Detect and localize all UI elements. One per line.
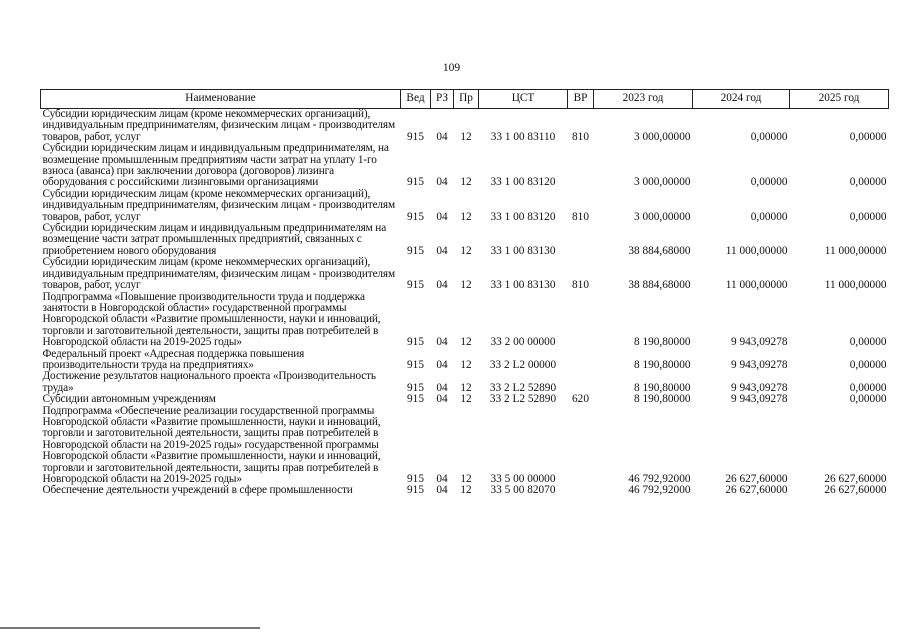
row-name: Субсидии автономным учреждениям bbox=[42, 393, 216, 406]
page-number: 109 bbox=[442, 62, 461, 74]
row-2025: 0,00000 bbox=[849, 176, 887, 189]
row-name: Субсидии юридическим лицам (кроме некоммерческих организаций), индивидуальным предпринимателям, физическим лицам - производителям товаров, работ, услуг bbox=[42, 187, 395, 223]
row-pr: 12 bbox=[460, 130, 472, 143]
row-cst: 33 1 00 83120 bbox=[490, 210, 556, 223]
header-pr: Пр bbox=[454, 90, 479, 109]
header-2025: 2025 год bbox=[790, 90, 889, 109]
row-ved: 915 bbox=[407, 381, 424, 394]
row-2025: 0,00000 bbox=[849, 381, 887, 394]
row-name: Субсидии юридическим лицам и индивидуальным предпринимателям, на возмещение промышленным предприятиям части затрат на уплату 1-го взноса (аванса) при заключении договора (договоров) лизинга оборудования с российскими лизинговыми организациями bbox=[42, 142, 389, 189]
row-pr: 12 bbox=[460, 358, 472, 371]
row-2024: 26 627,60000 bbox=[725, 484, 788, 497]
row-2023: 3 000,00000 bbox=[634, 176, 691, 189]
row-rz: 04 bbox=[436, 336, 448, 349]
row-2024: 11 000,00000 bbox=[725, 279, 788, 292]
row-pr: 12 bbox=[460, 381, 472, 394]
table-row bbox=[41, 371, 889, 394]
row-vr bbox=[568, 371, 594, 394]
row-name: Подпрограмма «Повышение производительности труда и поддержка занятости в Новгородской области» государственной программы Новгородской области «Развитие промышленности, науки и инноваций, торговли и заготовительной деятельности, защиты прав потребителей в Новгородской области на 2019-2025 годы» bbox=[42, 290, 381, 349]
row-pr: 12 bbox=[460, 244, 472, 257]
row-pr: 12 bbox=[460, 279, 472, 292]
row-2024: 0,00000 bbox=[750, 130, 788, 143]
row-rz: 04 bbox=[436, 130, 448, 143]
row-2025: 0,00000 bbox=[849, 358, 887, 371]
row-vr bbox=[568, 292, 594, 349]
header-2023: 2023 год bbox=[594, 90, 693, 109]
row-pr: 12 bbox=[460, 336, 472, 349]
row-name: Субсидии юридическим лицам и индивидуальным предпринимателям на возмещение части затрат промышленных предприятий, связанных с приобретением нового оборудования bbox=[42, 222, 387, 257]
row-cst: 33 1 00 83120 bbox=[490, 176, 556, 189]
row-2025: 11 000,00000 bbox=[824, 279, 887, 292]
row-pr: 12 bbox=[460, 210, 472, 223]
table-row bbox=[41, 485, 889, 496]
row-2024: 26 627,60000 bbox=[725, 473, 788, 485]
table-header-row bbox=[41, 90, 889, 109]
row-ved: 915 bbox=[407, 393, 424, 406]
row-2023: 8 190,80000 bbox=[634, 358, 691, 371]
row-rz: 04 bbox=[436, 244, 448, 257]
row-2023: 8 190,80000 bbox=[634, 336, 691, 349]
table-row bbox=[41, 292, 889, 349]
row-name: Подпрограмма «Обеспечение реализации государственной программы Новгородской области «Развитие промышленности, науки и инноваций, торговли и заготовительной деятельности, защиты прав потребителей в Новгородской области на 2019-2025 годы» государственной программы Новгородской области «Развитие промышленности, науки и инноваций, торговли и заготовительной деятельности, защиты прав потребителей в Новгородской области на 2019-2025 годы» bbox=[42, 404, 381, 485]
row-vr bbox=[568, 223, 594, 257]
row-cst: 33 5 00 00000 bbox=[490, 473, 556, 485]
row-2024: 9 943,09278 bbox=[731, 381, 788, 394]
table-row bbox=[41, 349, 889, 372]
row-2024: 9 943,09278 bbox=[731, 358, 788, 371]
row-name: Федеральный проект «Адресная поддержка повышения производительности труда на предприятиях» bbox=[42, 347, 305, 371]
row-rz: 04 bbox=[436, 358, 448, 371]
row-rz: 04 bbox=[436, 473, 448, 485]
footer-divider bbox=[0, 627, 260, 629]
row-pr: 12 bbox=[460, 484, 472, 497]
row-pr: 12 bbox=[460, 176, 472, 189]
header-ved: Вед bbox=[401, 90, 431, 109]
row-ved: 915 bbox=[407, 358, 424, 371]
row-pr: 12 bbox=[460, 393, 472, 406]
row-2025: 26 627,60000 bbox=[824, 484, 887, 497]
header-rz: РЗ bbox=[431, 90, 454, 109]
row-2023: 38 884,68000 bbox=[628, 279, 691, 292]
row-vr: 620 bbox=[572, 393, 589, 406]
row-pr: 12 bbox=[460, 473, 472, 485]
row-2024: 0,00000 bbox=[750, 210, 788, 223]
row-2023: 38 884,68000 bbox=[628, 244, 691, 257]
row-vr: 810 bbox=[572, 279, 589, 292]
table-row bbox=[41, 189, 889, 223]
row-cst: 33 1 00 83130 bbox=[490, 279, 556, 292]
table-row bbox=[41, 257, 889, 291]
row-ved: 915 bbox=[407, 210, 424, 223]
row-name: Субсидии юридическим лицам (кроме некоммерческих организаций), индивидуальным предпринимателям, физическим лицам - производителям товаров, работ, услуг bbox=[42, 256, 395, 292]
row-ved: 915 bbox=[407, 176, 424, 189]
header-2024: 2024 год bbox=[693, 90, 790, 109]
row-2025: 0,00000 bbox=[849, 393, 887, 406]
header-vr: ВР bbox=[568, 90, 594, 109]
row-vr bbox=[568, 485, 594, 496]
row-vr bbox=[568, 406, 594, 486]
header-name: Наименование bbox=[41, 90, 401, 109]
row-cst: 33 5 00 82070 bbox=[490, 484, 556, 497]
row-2023: 46 792,92000 bbox=[628, 484, 691, 497]
row-cst: 33 2 L2 52890 bbox=[489, 381, 557, 394]
row-name: Обеспечение деятельности учреждений в сфере промышленности bbox=[42, 484, 353, 497]
row-2024: 11 000,00000 bbox=[725, 244, 788, 257]
row-vr: 810 bbox=[572, 210, 589, 223]
row-rz: 04 bbox=[436, 279, 448, 292]
row-ved: 915 bbox=[407, 279, 424, 292]
row-name: Достижение результатов национального проекта «Производительность труда» bbox=[42, 370, 376, 394]
row-rz: 04 bbox=[436, 393, 448, 406]
row-rz: 04 bbox=[436, 210, 448, 223]
row-cst: 33 1 00 83130 bbox=[490, 244, 556, 257]
row-ved: 915 bbox=[407, 473, 424, 485]
row-2023: 3 000,00000 bbox=[634, 210, 691, 223]
row-vr bbox=[568, 143, 594, 189]
row-rz: 04 bbox=[436, 381, 448, 394]
row-vr: 810 bbox=[572, 130, 589, 143]
row-2024: 0,00000 bbox=[750, 176, 788, 189]
budget-table bbox=[40, 89, 889, 497]
row-2023: 3 000,00000 bbox=[634, 130, 691, 143]
row-ved: 915 bbox=[407, 244, 424, 257]
row-ved: 915 bbox=[407, 336, 424, 349]
row-rz: 04 bbox=[436, 176, 448, 189]
table-row bbox=[41, 406, 889, 486]
row-2025: 0,00000 bbox=[849, 130, 887, 143]
row-2024: 9 943,09278 bbox=[731, 336, 788, 349]
row-2023: 8 190,80000 bbox=[634, 393, 691, 406]
row-cst: 33 2 L2 00000 bbox=[489, 358, 557, 371]
row-2025: 26 627,60000 bbox=[824, 473, 887, 485]
row-2025: 0,00000 bbox=[849, 210, 887, 223]
row-2023: 46 792,92000 bbox=[628, 473, 691, 485]
row-cst: 33 2 L2 52890 bbox=[489, 393, 557, 406]
row-ved: 915 bbox=[407, 484, 424, 497]
row-2025: 11 000,00000 bbox=[824, 244, 887, 257]
table-row bbox=[41, 223, 889, 257]
header-cst: ЦСТ bbox=[479, 90, 568, 109]
row-2023: 8 190,80000 bbox=[634, 381, 691, 394]
row-name: Субсидии юридическим лицам (кроме некоммерческих организаций), индивидуальным предпринимателям, физическим лицам - производителям товаров, работ, услуг bbox=[42, 108, 395, 143]
table-row bbox=[41, 394, 889, 405]
row-ved: 915 bbox=[407, 130, 424, 143]
row-2025: 0,00000 bbox=[849, 336, 887, 349]
row-rz: 04 bbox=[436, 484, 448, 497]
table-row bbox=[41, 143, 889, 189]
row-2024: 9 943,09278 bbox=[731, 393, 788, 406]
table-row bbox=[41, 109, 889, 144]
row-cst: 33 2 00 00000 bbox=[490, 336, 556, 349]
row-vr bbox=[568, 349, 594, 372]
row-cst: 33 1 00 83110 bbox=[490, 130, 556, 143]
